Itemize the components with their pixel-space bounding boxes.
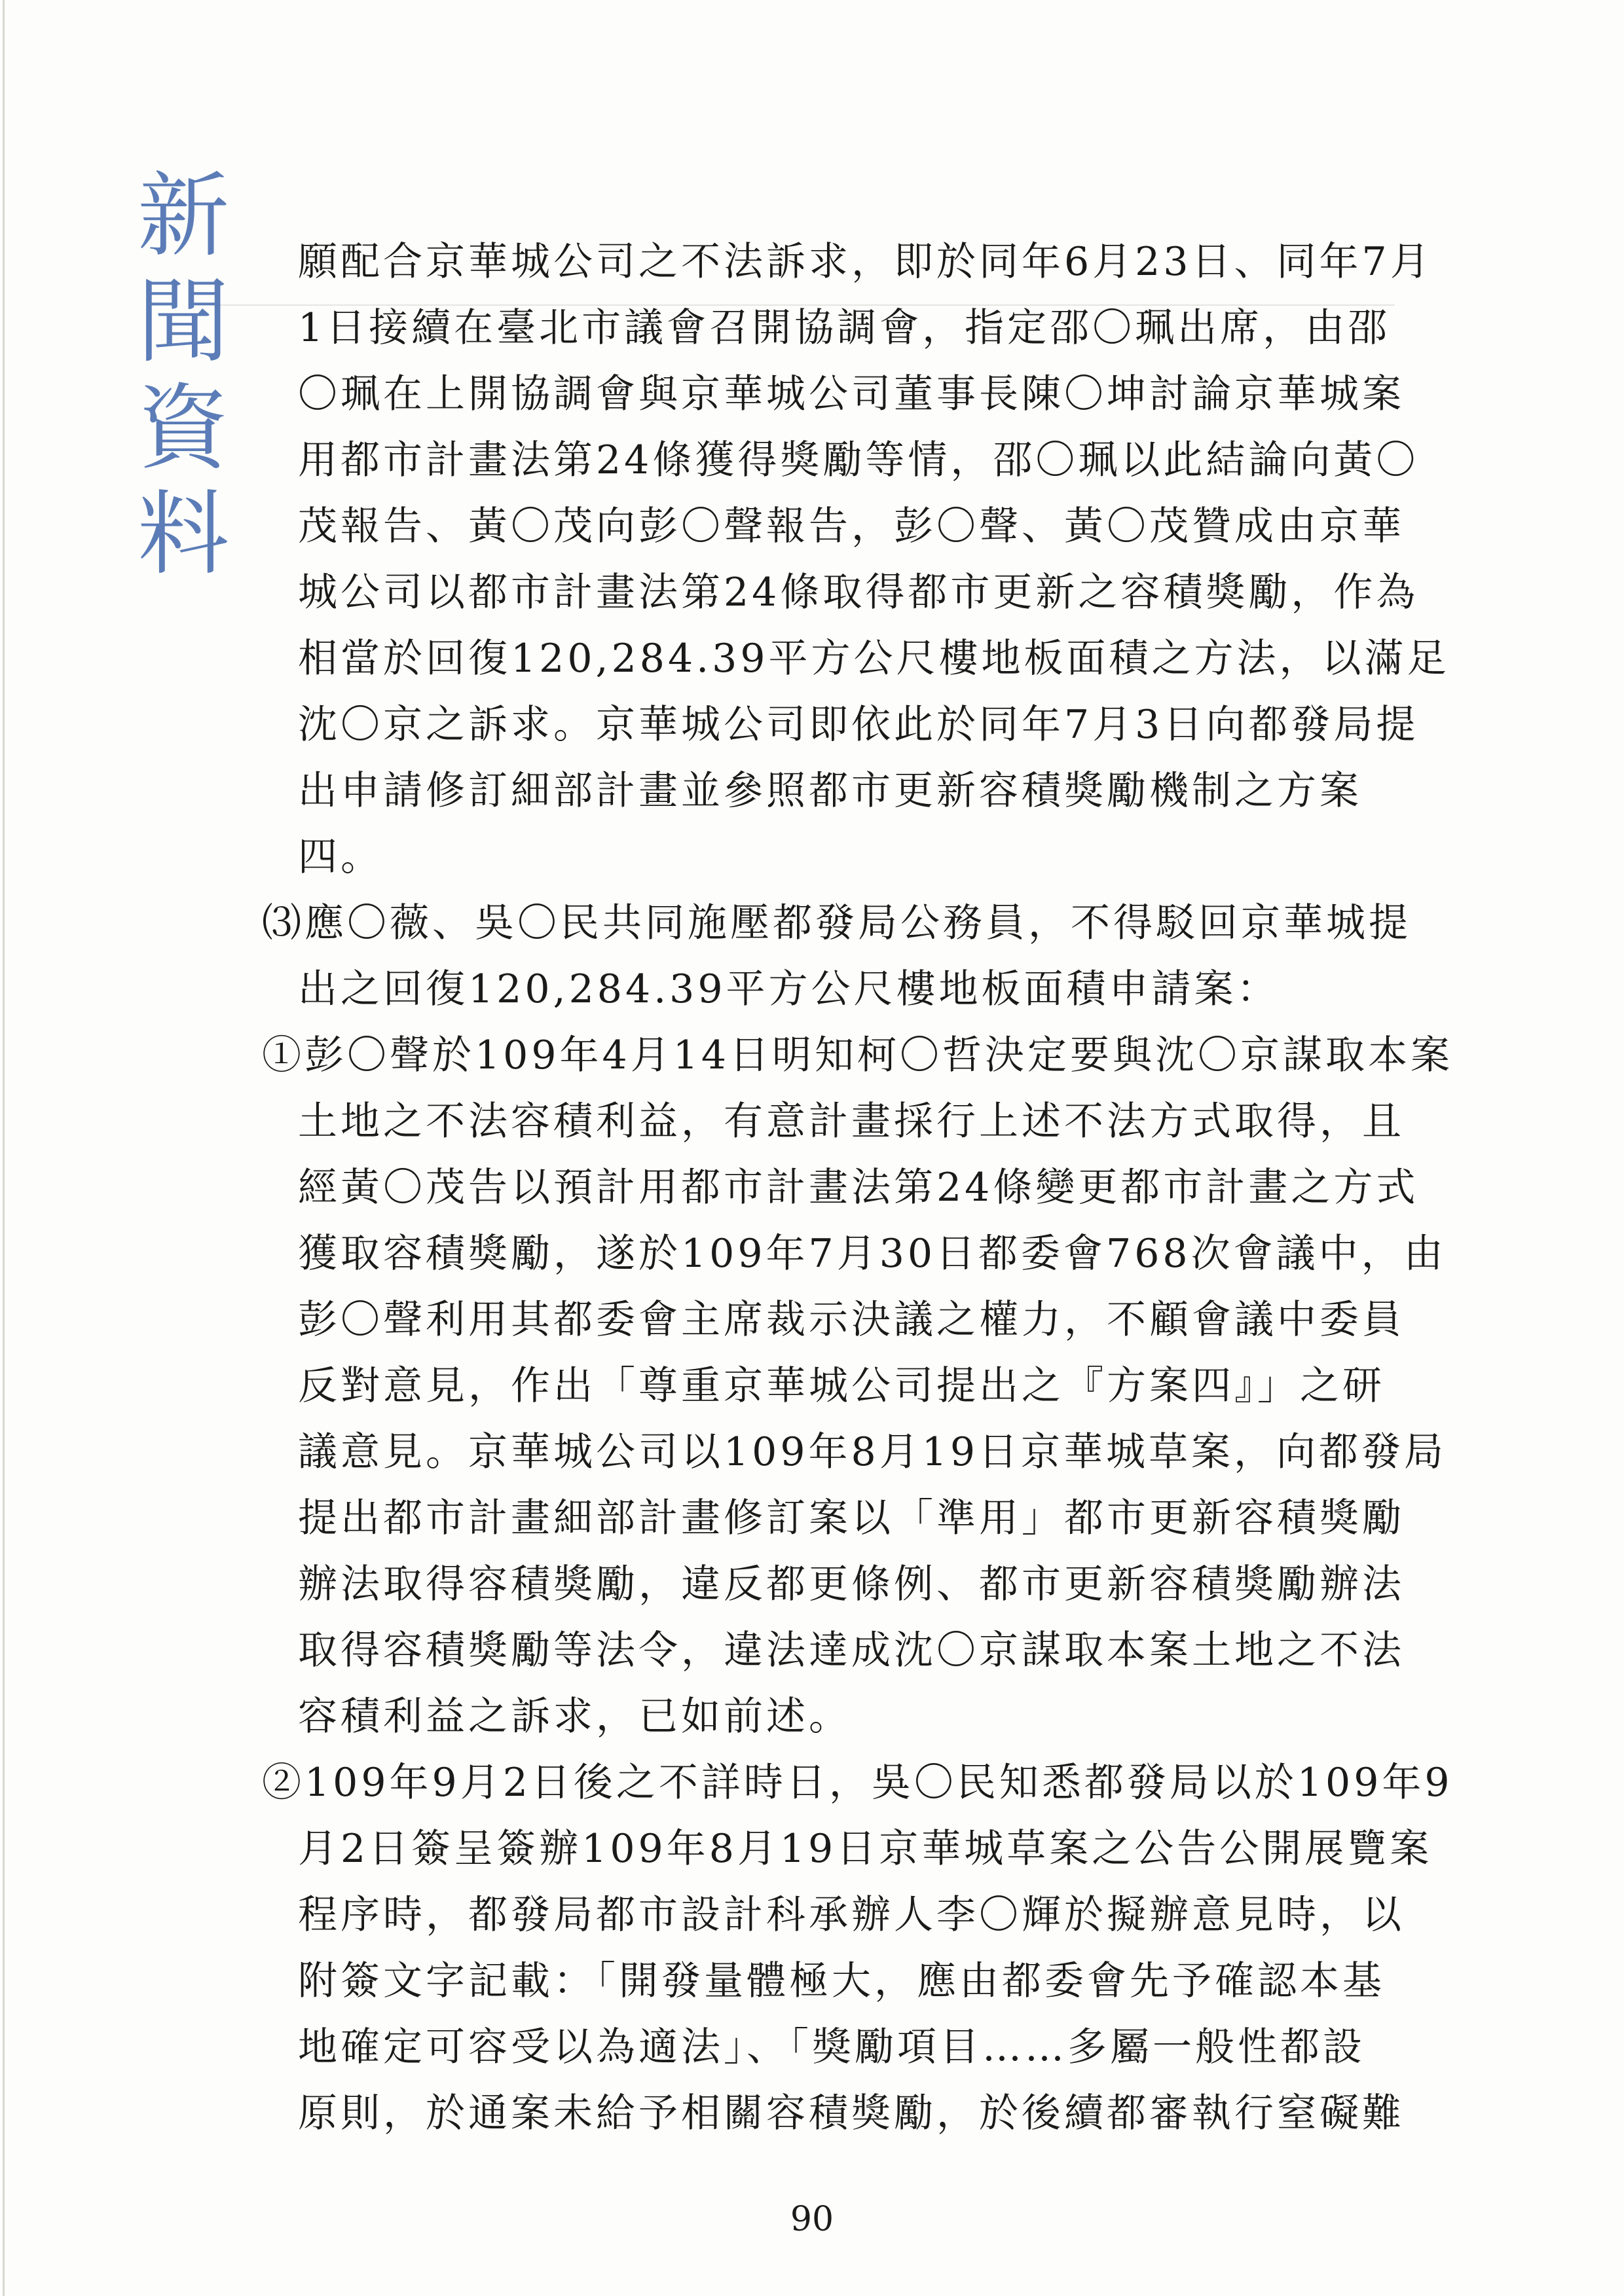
text-line: 提出都市計畫細部計畫修訂案以「準用」都市更新容積獎勵 [298,1495,1405,1541]
body-text [262,229,1454,2147]
text-line: 願配合京華城公司之不法訴求，即於同年6月23日、同年7月 [298,239,1433,285]
text-line: 辦法取得容積獎勵，違反都更條例、都市更新容積獎勵辦法 [298,1561,1405,1607]
text-line: 土地之不法容積利益，有意計畫採行上述不法方式取得，且 [298,1099,1405,1144]
text-line: 反對意見，作出「尊重京華城公司提出之『方案四』」之研 [298,1363,1385,1409]
text-line: 彭〇聲利用其都委會主席裁示決議之權力，不顧會議中委員 [298,1297,1405,1343]
stamp-char: 料 [137,481,229,588]
text-line: 取得容積獎勵等法令，違法達成沈〇京謀取本案土地之不法 [298,1628,1405,1673]
text-line: 〇珮在上開協調會與京華城公司董事長陳〇坤討論京華城案 [298,371,1405,417]
stamp-char: 新 [137,163,229,270]
scan-edge [3,0,5,2296]
text-line: 原則，於通案未給予相關容積獎勵，於後續都審執行窒礙難 [298,2090,1405,2136]
text-line: 地確定可容受以為適法」、「獎勵項目……多屬一般性都設 [298,2024,1365,2070]
text-line: ②109年9月2日後之不詳時日，吳〇民知悉都發局以於109年9 [262,1760,1453,1806]
text-line: 1日接續在臺北市議會召開協調會，指定邵〇珮出席，由邵 [298,305,1391,351]
text-line: 出申請修訂細部計畫並參照都市更新容積獎勵機制之方案 [298,768,1362,814]
text-line: 城公司以都市計畫法第24條取得都市更新之容積獎勵，作為 [298,570,1419,615]
text-line: 用都市計畫法第24條獲得獎勵等情，邵〇珮以此結論向黃〇 [298,437,1419,483]
text-line: ⑶應〇薇、吳〇民共同施壓都發局公務員，不得駁回京華城提 [262,900,1411,946]
text-line: 經黃〇茂告以預計用都市計畫法第24條變更都市計畫之方式 [298,1165,1419,1211]
stamp-char: 聞 [137,269,229,376]
text-line: 獲取容積獎勵，遂於109年7月30日都委會768次會議中，由 [298,1231,1447,1277]
text-line: 沈〇京之訴求。京華城公司即依此於同年7月3日向都發局提 [298,702,1419,748]
news-material-stamp [131,164,236,588]
text-line: 程序時，都發局都市設計科承辦人李〇輝於擬辦意見時，以 [298,1892,1405,1938]
text-line: 出之回復120,284.39平方公尺樓地板面積申請案： [298,966,1280,1012]
stamp-char: 資 [137,375,229,482]
text-line: 月2日簽呈簽辦109年8月19日京華城草案之公告公開展覽案 [298,1826,1433,1872]
text-line: ①彭〇聲於109年4月14日明知柯〇哲決定要與沈〇京謀取本案 [262,1032,1454,1078]
text-line: 容積利益之訴求，已如前述。 [298,1694,851,1740]
text-line: 茂報告、黃〇茂向彭〇聲報告，彭〇聲、黃〇茂贊成由京華 [298,503,1405,549]
text-line: 相當於回復120,284.39平方公尺樓地板面積之方法，以滿足 [298,636,1450,682]
text-line: 附簽文字記載：「開發量體極大，應由都委會先予確認本基 [298,1958,1385,2004]
page-number: 90 [790,2200,834,2239]
text-line: 四。 [298,834,383,880]
text-line: 議意見。京華城公司以109年8月19日京華城草案，向都發局 [298,1429,1447,1475]
